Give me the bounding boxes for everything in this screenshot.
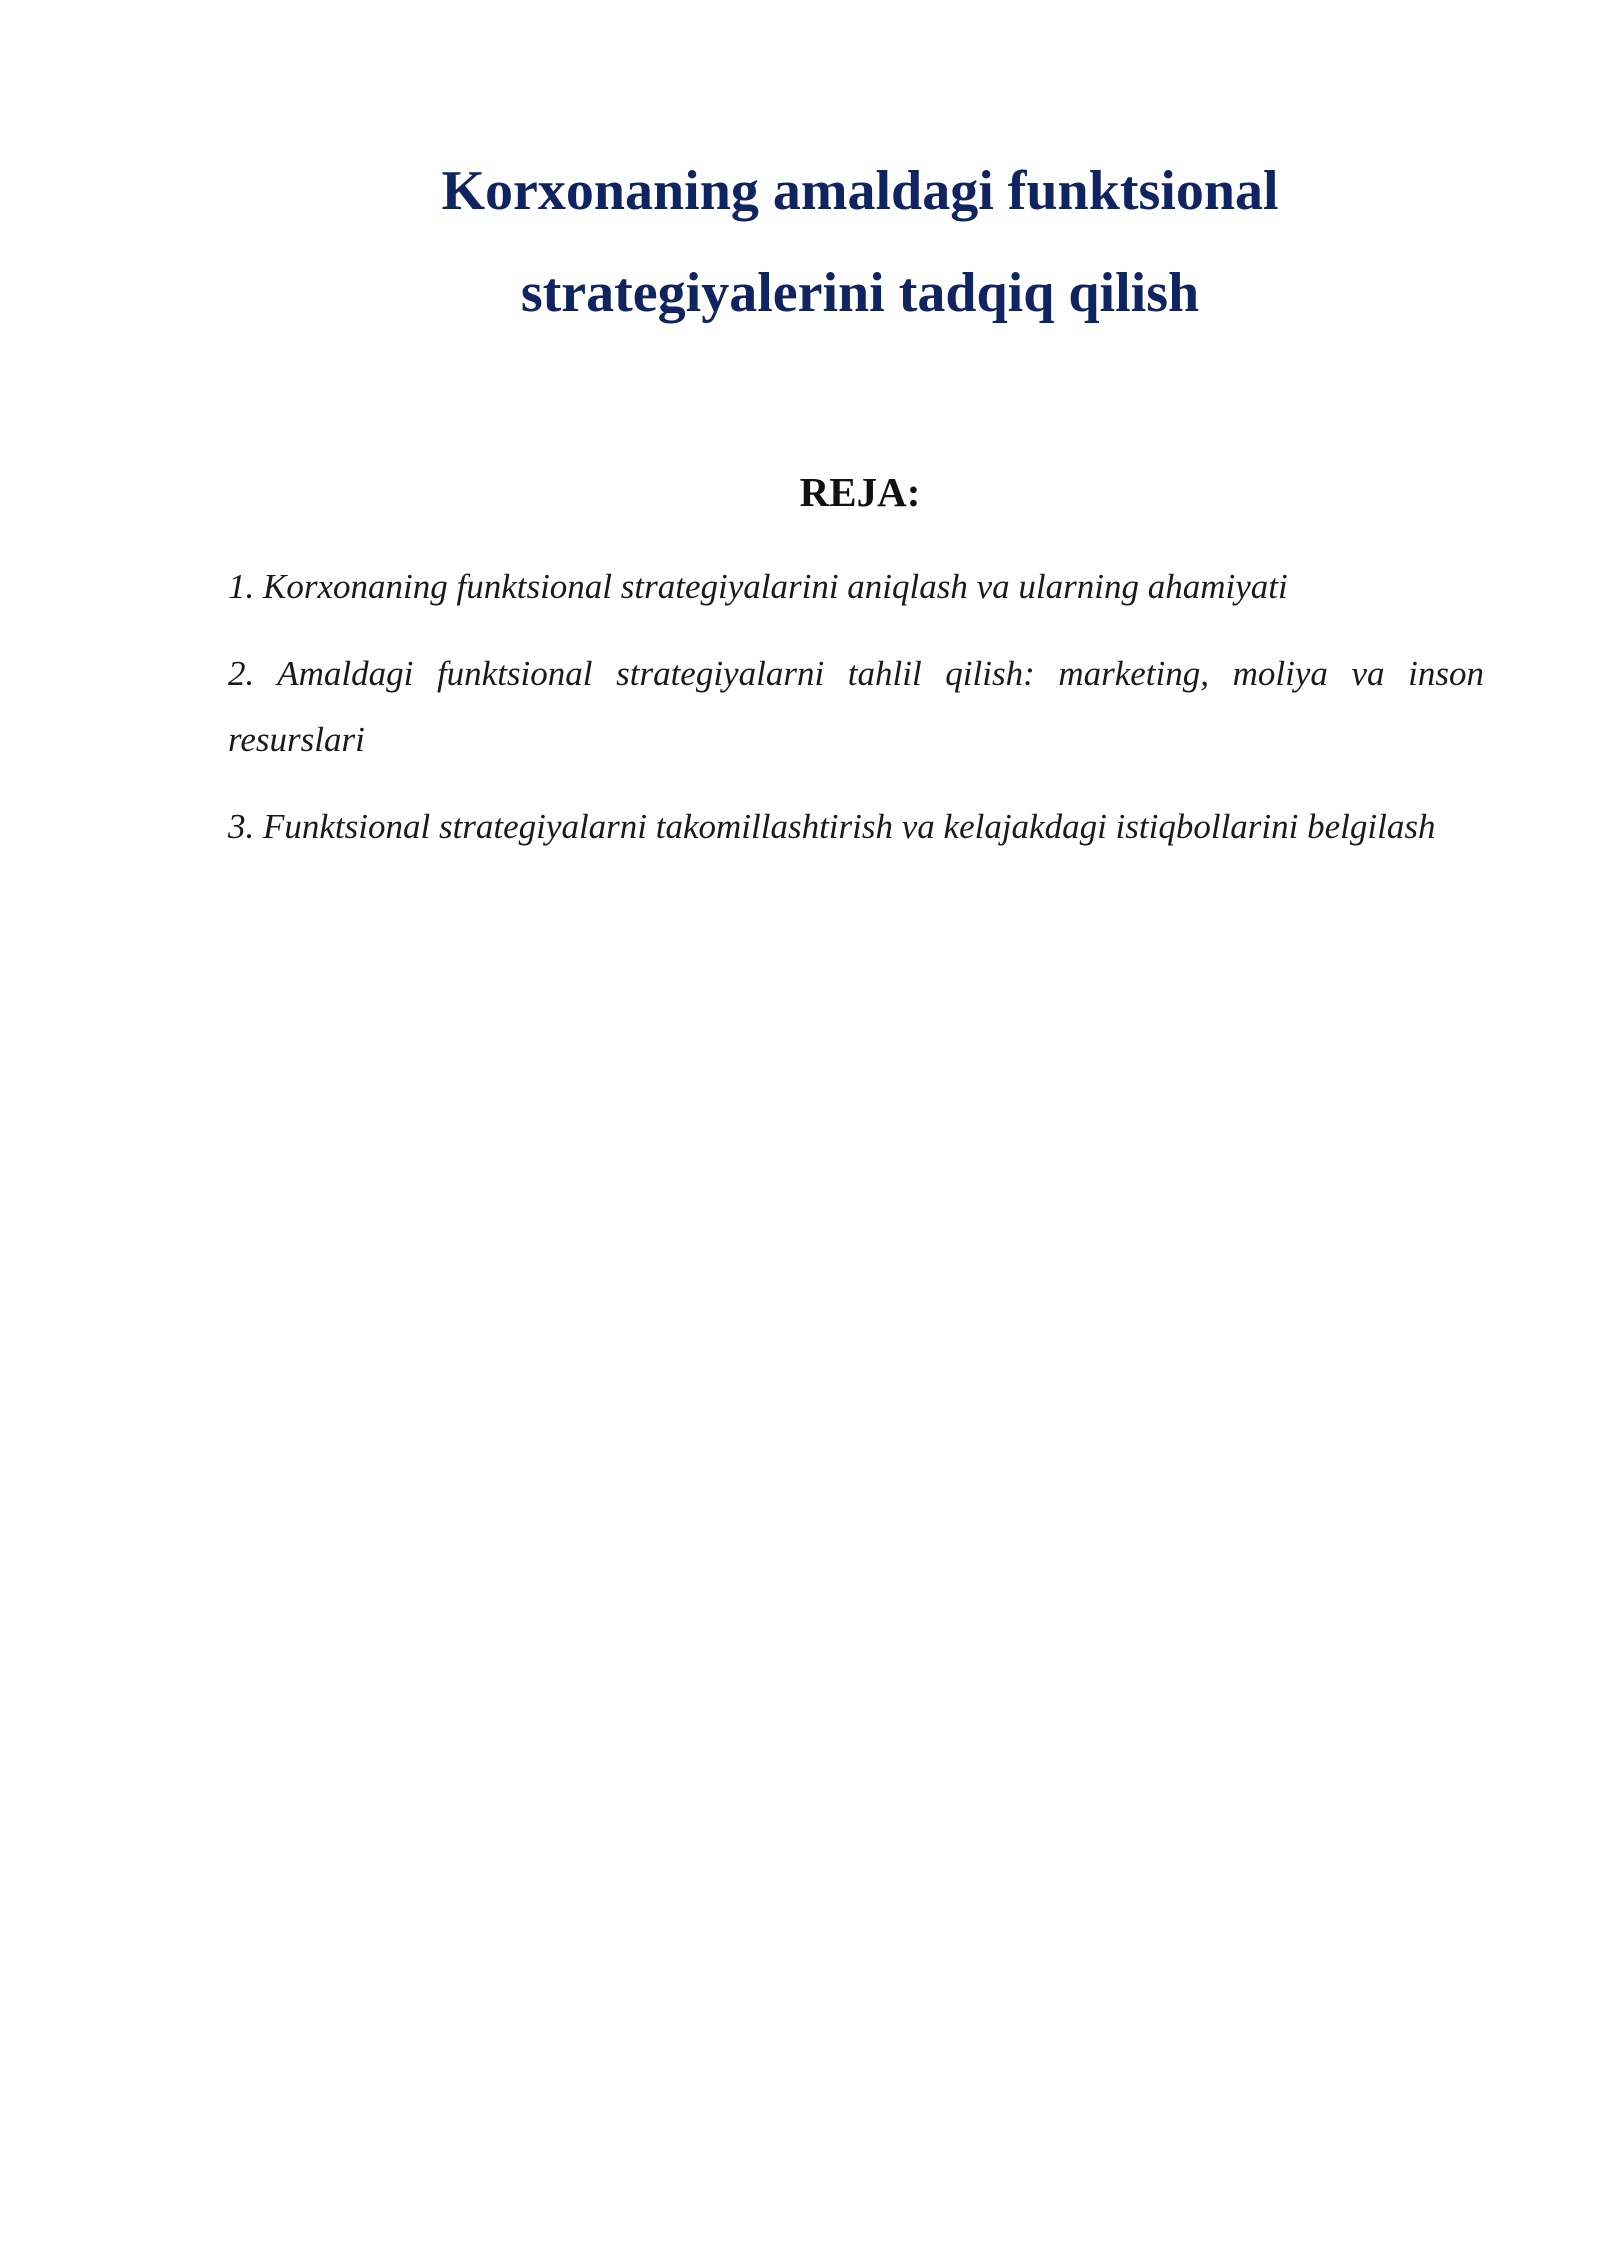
plan-item: 1. Korxonaning funktsional strategiyalarini aniqlash va ularning ahamiyati bbox=[228, 567, 1288, 606]
document-title-line-2: strategiyalerini tadqiq qilish bbox=[520, 262, 1200, 324]
document-title bbox=[228, 140, 1492, 344]
plan-heading: REJA: bbox=[799, 469, 921, 515]
plan-list bbox=[228, 554, 1484, 881]
plan-item: 3. Funktsional strategiyalarni takomillashtirish va kelajakdagi istiqbollarini belgilash bbox=[228, 807, 1436, 846]
document-title-line-1: Korxonaning amaldagi funktsional bbox=[441, 160, 1279, 222]
plan-item: 2. Amaldagi funktsional strategiyalarni tahlil qilish: marketing, moliya va inson resurslari bbox=[228, 654, 1484, 759]
